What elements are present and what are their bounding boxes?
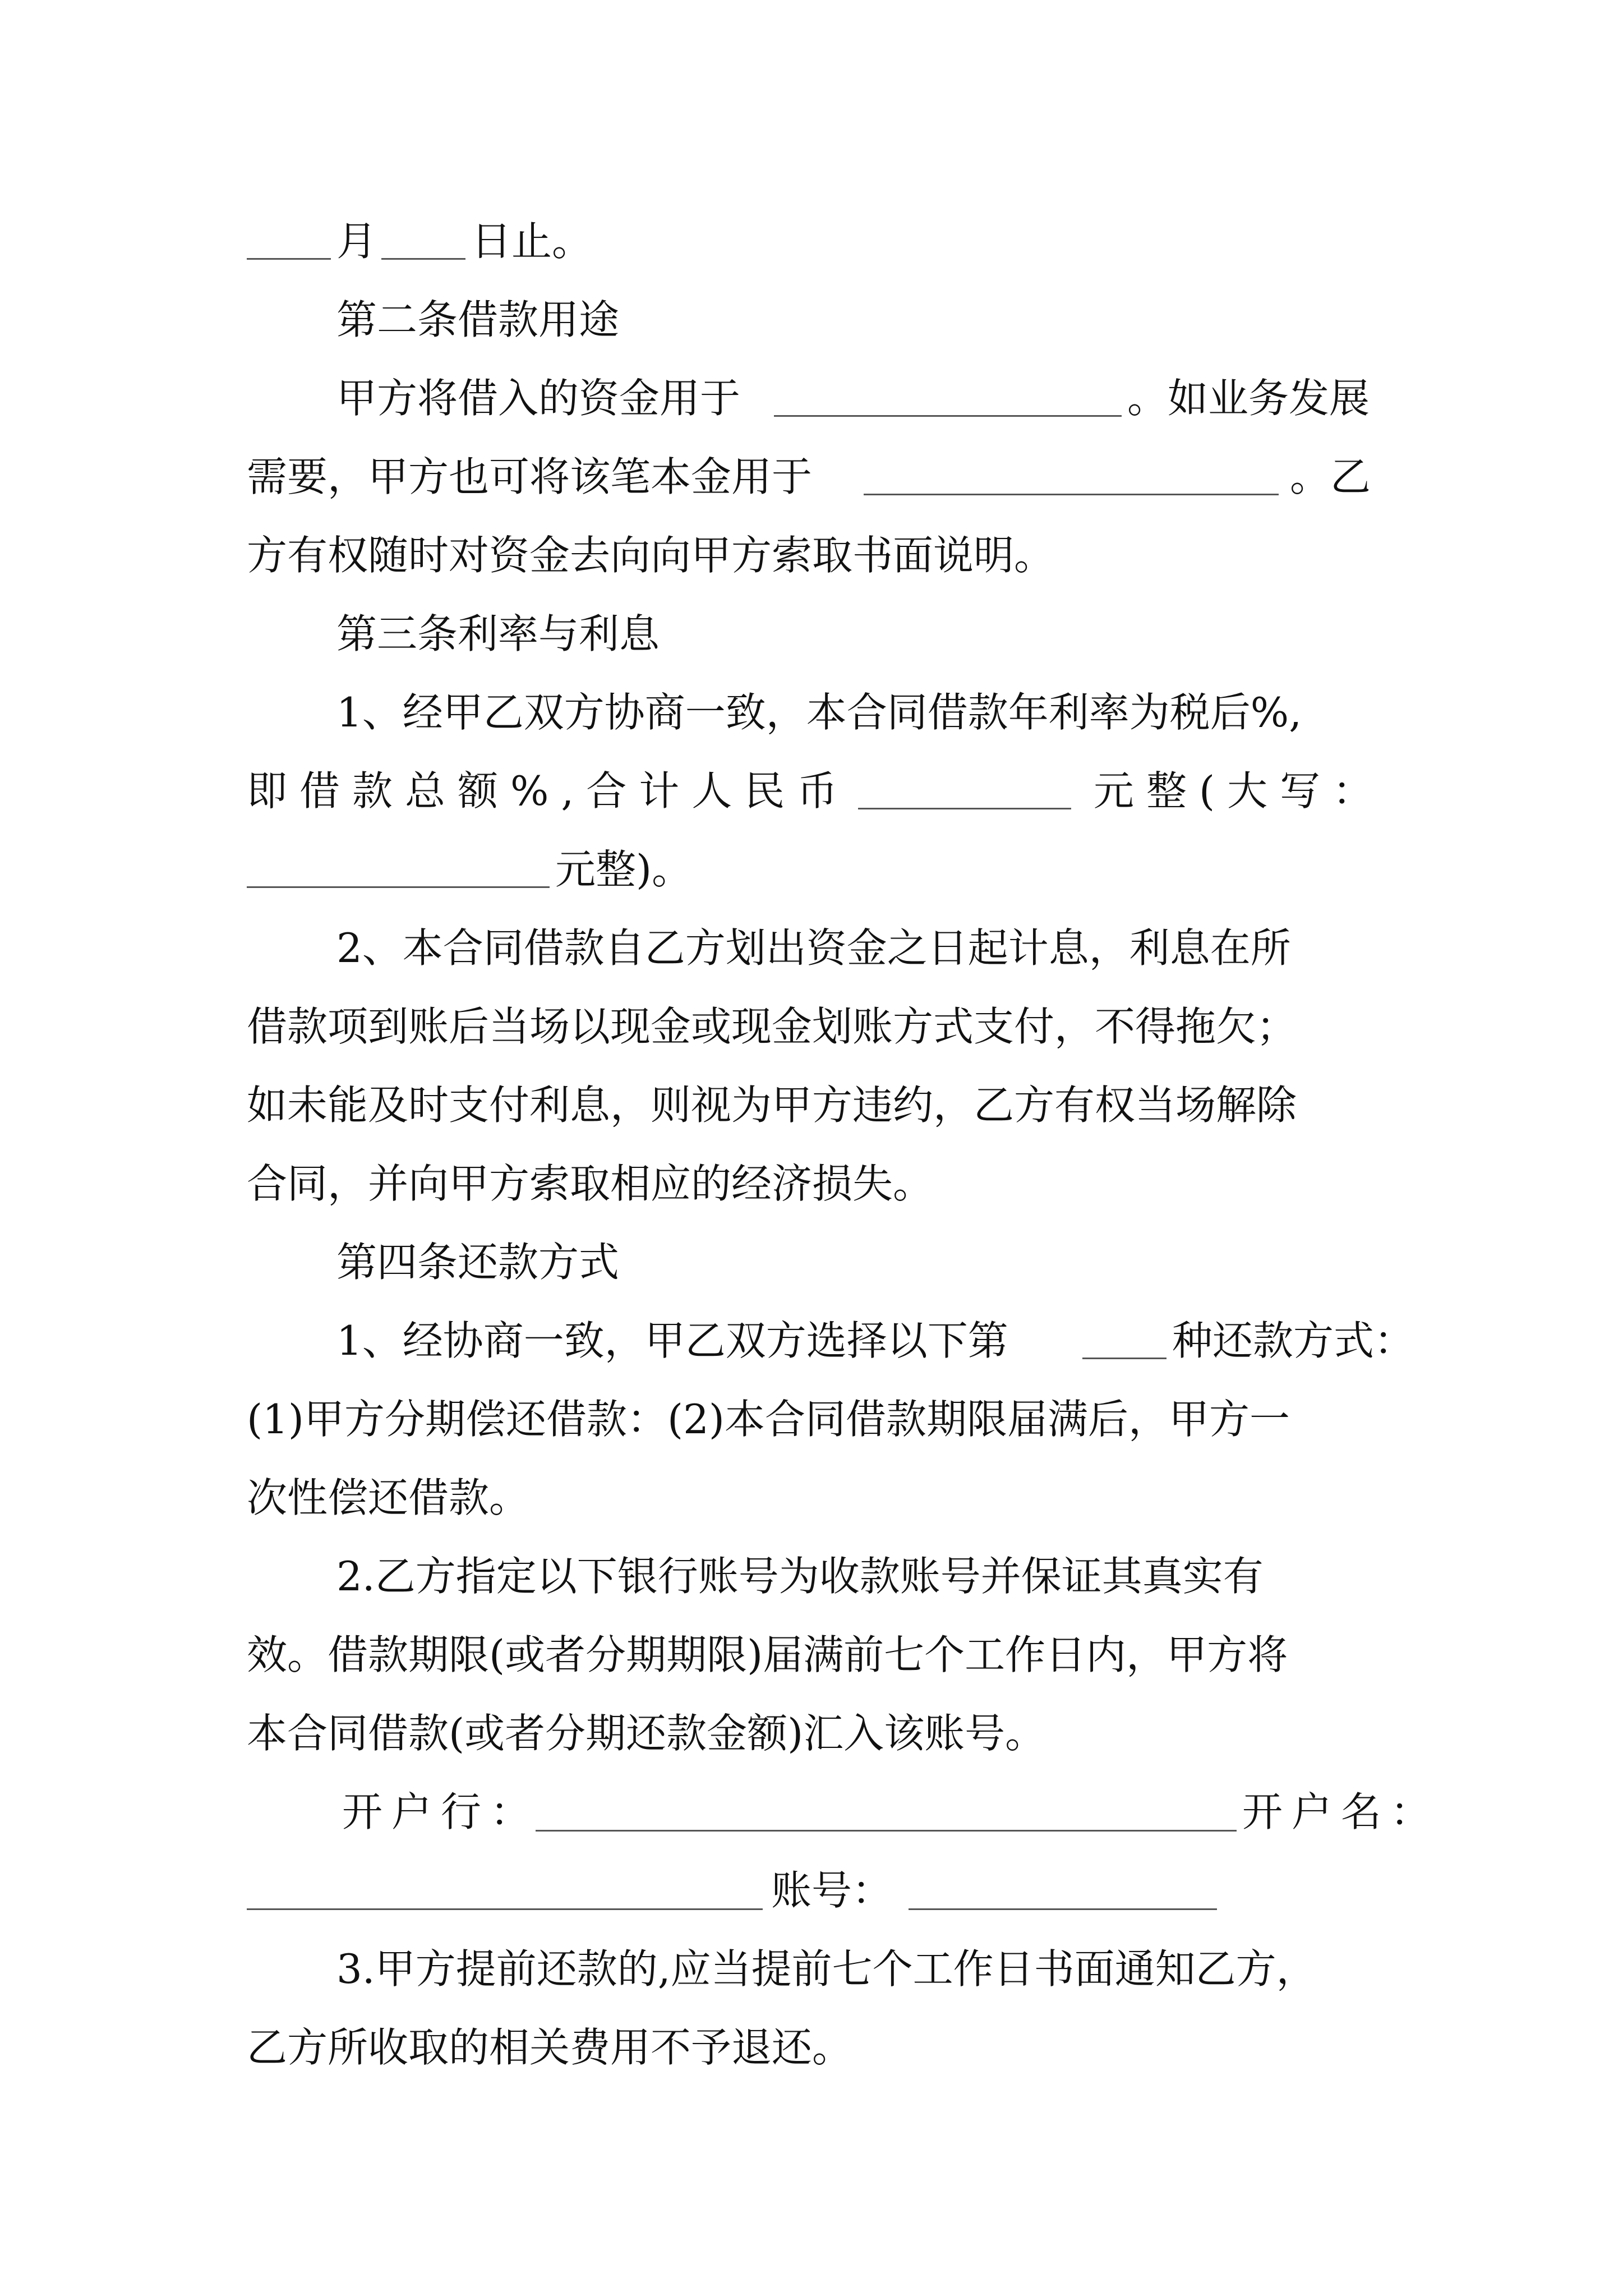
text-capital-amount: 元整(大写： <box>1094 767 1386 815</box>
text-party-b: 。乙 <box>1290 453 1371 500</box>
paragraph-line: 乙方所收取的相关费用不予退还。 <box>247 2024 853 2071</box>
text-day-end: 日止。 <box>471 218 593 265</box>
blank-month-prefix <box>247 258 331 260</box>
paragraph-line: 本合同借款(或者分期还款金额)汇入该账号。 <box>247 1710 1046 1757</box>
paragraph-line: (1)甲方分期偿还借款：(2)本合同借款期限届满后，甲方一 <box>247 1396 1290 1443</box>
blank-loan-use <box>774 415 1122 417</box>
paragraph-line: 效。借款期限(或者分期期限)届满前七个工作日内，甲方将 <box>247 1631 1288 1678</box>
text-total-amount: 即借款总额%,合计人民币 <box>247 767 850 815</box>
text-business-growth: 。如业务发展 <box>1127 375 1370 422</box>
blank-alt-use <box>864 494 1279 495</box>
blank-capital-amount <box>247 886 550 888</box>
blank-account-number <box>909 1908 1217 1910</box>
blank-day <box>381 258 465 260</box>
blank-repay-option <box>1082 1358 1166 1359</box>
label-account-number: 账号： <box>771 1867 893 1914</box>
paragraph-line: 2、本合同借款自乙方划出资金之日起计息，利息在所 <box>336 924 1291 972</box>
section-4-heading: 第四条还款方式 <box>336 1239 620 1286</box>
section-2-heading: 第二条借款用途 <box>336 296 620 343</box>
label-account-name: 开户名： <box>1242 1788 1440 1835</box>
blank-amount <box>858 808 1071 809</box>
label-bank: 开户行： <box>342 1788 540 1835</box>
text-whole-yuan: 元整)。 <box>555 846 693 893</box>
paragraph-line: 方有权随时对资金去向向甲方索取书面说明。 <box>247 532 1055 579</box>
paragraph-line: 1、经甲乙双方协商一致，本合同借款年利率为税后%, <box>336 689 1302 736</box>
paragraph-line: 合同，并向甲方索取相应的经济损失。 <box>247 1160 934 1207</box>
paragraph-line: 如未能及时支付利息，则视为甲方违约，乙方有权当场解除 <box>247 1082 1297 1129</box>
section-3-heading: 第三条利率与利息 <box>336 610 660 657</box>
text-repay-choice: 1、经协商一致，甲乙双方选择以下第 <box>336 1317 1008 1364</box>
blank-bank <box>536 1830 1237 1832</box>
text-loan-use: 甲方将借入的资金用于 <box>336 375 741 422</box>
paragraph-line: 2.乙方指定以下银行账号为收款账号并保证其真实有 <box>336 1553 1264 1600</box>
paragraph-line: 3.甲方提前还款的,应当提前七个工作日书面通知乙方， <box>336 1945 1317 1993</box>
text-alt-use: 需要，甲方也可将该笔本金用于 <box>247 453 813 500</box>
text-repay-method: 种还款方式： <box>1172 1317 1415 1364</box>
blank-account-name <box>247 1908 763 1910</box>
paragraph-line: 借款项到账后当场以现金或现金划账方式支付，不得拖欠； <box>247 1003 1297 1050</box>
paragraph-line: 次性偿还借款。 <box>247 1474 530 1521</box>
text-month: 月 <box>336 218 377 265</box>
